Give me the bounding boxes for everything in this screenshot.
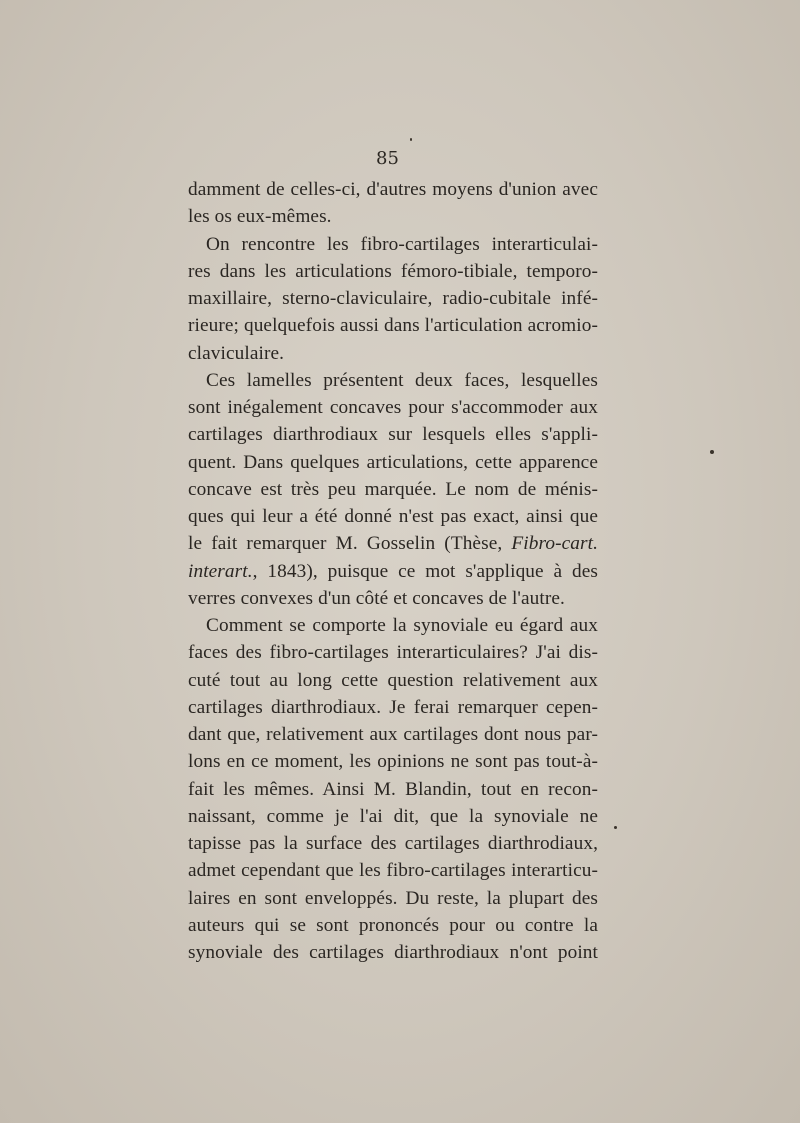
- text-line: synoviale des cartilages diarthrodiaux n'ont point: [188, 942, 598, 963]
- text-line: claviculaire.: [188, 342, 285, 364]
- text-line: verres convexes d'un côté et concaves de l'autre.: [188, 587, 565, 609]
- text-line: laires en sont enveloppés. Du reste, la plupart des: [188, 887, 598, 909]
- text-line: auteurs qui se sont prononcés pour ou contre la: [188, 914, 598, 936]
- body-text: [188, 176, 598, 966]
- paragraph-first-line: On rencontre les fibro-cartilages interarticulai-: [206, 233, 598, 255]
- paper-speck: [410, 138, 412, 141]
- text-line: quent. Dans quelques articulations, cette apparence: [188, 451, 598, 473]
- text-line: damment de celles-ci, d'autres moyens d'union avec: [188, 179, 598, 200]
- text-line-with-citation: [188, 558, 598, 585]
- text-line-with-citation: [188, 530, 598, 557]
- text-line: cartilages diarthrodiaux. Je ferai remarquer cepen-: [188, 696, 598, 718]
- text-line: concave est très peu marquée. Le nom de ménis-: [188, 478, 598, 500]
- citation-italic: Fibro-cart.: [511, 533, 598, 555]
- text-line: les os eux-mêmes.: [188, 206, 332, 228]
- paper-speck: [614, 826, 617, 829]
- paper-speck: [710, 450, 714, 454]
- text-line: tapisse pas la surface des cartilages diarthrodiaux,: [188, 833, 598, 854]
- text-line: dant que, relativement aux cartilages dont nous par-: [188, 724, 598, 745]
- citation-text: le fait remarquer M. Gosselin (Thèse,: [188, 533, 512, 555]
- text-line: naissant, comme je l'ai dit, que la synoviale ne: [188, 805, 598, 827]
- text-line: admet cependant que les fibro-cartilages interarticu-: [188, 860, 598, 882]
- text-line: lons en ce moment, les opinions ne sont pas tout-à-: [188, 751, 598, 773]
- text-line: cartilages diarthrodiaux sur lesquels elles s'appli-: [188, 424, 598, 446]
- paragraph-first-line: Comment se comporte la synoviale eu égard aux: [206, 615, 598, 636]
- text-line: maxillaire, sterno-claviculaire, radio-cubitale infé-: [188, 288, 598, 309]
- citation-text: , 1843), puisque ce mot s'applique à des: [252, 560, 598, 582]
- text-line: res dans les articulations fémoro-tibiale, temporo-: [188, 260, 598, 282]
- text-line: rieure; quelquefois aussi dans l'articulation acromio-: [188, 315, 598, 337]
- paragraph-first-line: Ces lamelles présentent deux faces, lesquelles: [206, 369, 598, 391]
- text-line: faces des fibro-cartilages interarticulaires? J'ai dis-: [188, 642, 598, 664]
- citation-italic: interart.: [188, 560, 253, 582]
- text-line: sont inégalement concaves pour s'accommoder aux: [188, 397, 598, 418]
- page-number: 85: [376, 148, 399, 169]
- text-line: fait les mêmes. Ainsi M. Blandin, tout en recon-: [188, 778, 598, 800]
- text-line: ques qui leur a été donné n'est pas exact, ainsi que: [188, 506, 598, 527]
- text-line: cuté tout au long cette question relativement aux: [188, 669, 598, 691]
